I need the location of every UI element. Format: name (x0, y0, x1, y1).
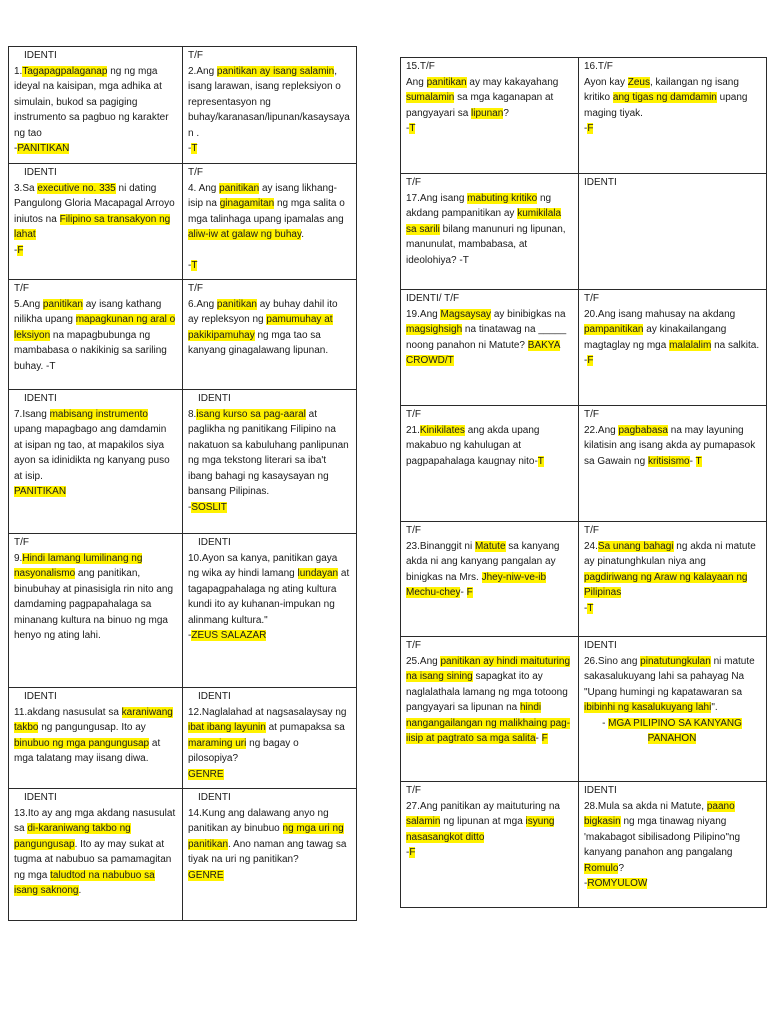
highlighted-text: F (587, 355, 594, 366)
text-run: 5.Ang (14, 298, 43, 310)
table-row (401, 637, 767, 782)
text-run: ni matute sakasalukuyang lahi sa pahayag Na "Upang humingi ng kapatawaran sa (584, 655, 755, 698)
highlighted-text: T (191, 143, 198, 154)
highlighted-text: BAKYA CROWD/T (406, 339, 561, 366)
table-row (9, 688, 357, 789)
question-text (14, 806, 176, 899)
question-text (406, 539, 572, 601)
question-cell (9, 280, 183, 390)
question-cell (579, 58, 767, 174)
question-text (406, 307, 572, 369)
highlighted-text: kritisismo (647, 455, 690, 467)
question-text (584, 423, 760, 470)
highlighted-text: paano bigkasin (584, 800, 735, 827)
text-run: - (406, 847, 410, 858)
blank-line (188, 243, 350, 258)
question-cell (9, 789, 183, 921)
highlighted-text: F (587, 123, 594, 134)
text-run: na salkita. (711, 339, 760, 351)
highlighted-text: F (17, 244, 24, 256)
question-cell (9, 688, 183, 789)
text-run: 19.Ang (406, 308, 441, 320)
text-run: bilang manunuri ng lipunan, manunulat, mambabasa, at ideolohiya? -T (406, 223, 566, 266)
highlighted-text: F (409, 847, 416, 858)
highlighted-text: T (191, 259, 198, 271)
question-text (14, 181, 176, 243)
answer-text (584, 121, 760, 137)
question-text (584, 539, 760, 601)
table-row (9, 164, 357, 280)
question-type-label: T/F (406, 525, 421, 536)
highlighted-text: panitikan ay hindi maituturing na isang sining (406, 655, 571, 682)
highlighted-text: lundayan (297, 568, 339, 579)
text-run: 1. (14, 65, 23, 77)
highlighted-text: mabuting kritiko (467, 192, 538, 204)
question-text (584, 75, 760, 122)
question-type-label: IDENTI (198, 393, 231, 404)
question-type-label: IDENTI (584, 640, 617, 651)
question-cell (579, 174, 767, 290)
highlighted-text: ng mga uri ng panitikan (188, 823, 344, 850)
question-cell (401, 406, 579, 522)
question-text (406, 423, 572, 470)
question-cell (183, 280, 357, 390)
table-row (9, 789, 357, 921)
highlighted-text: T (409, 123, 416, 134)
answer-text (188, 767, 350, 783)
text-run: ay may kakayahang (466, 76, 559, 88)
text-run: - (535, 733, 542, 744)
question-cell (183, 789, 357, 921)
text-run: 13.Ito ay ang mga akdang nasusulat sa (14, 807, 176, 834)
text-run: 7.Isang (14, 408, 50, 420)
question-text (188, 806, 350, 868)
question-cell (401, 637, 579, 782)
text-run: 8. (188, 408, 197, 420)
highlighted-text: karaniwang takbo (14, 706, 173, 733)
table-row (9, 280, 357, 390)
text-run: 21. (406, 424, 420, 436)
text-run: - (188, 259, 192, 271)
table-row (401, 782, 767, 908)
text-run: na mapagbubunga ng mambabasa o nakikinig sa sariling buhay. -T (14, 329, 167, 372)
text-run: . (301, 229, 304, 240)
text-run: 3.Sa (14, 182, 38, 194)
text-run: ay buhay dahil ito ay repleksyon ng (188, 298, 338, 325)
text-run: 23.Binanggit ni (406, 540, 475, 552)
text-run: ng akda ni matute ay pinatunghkulan niya ang (584, 540, 756, 567)
highlighted-text: isang kurso sa pag-aaral (196, 408, 306, 420)
text-run: ang panitikan, binubuhay at pinasisigla rin nito ang damdaming pagpapahalaga sa minanang kultura na binuo ng mga henyo ng ating lahi. (14, 568, 173, 641)
question-text (188, 181, 350, 243)
table-row (9, 534, 357, 688)
question-cell (183, 390, 357, 534)
text-run: . Ito ay may sukat at tugma at nabubuo sa pamamagitan ng mga (14, 838, 172, 881)
question-type-label: IDENTI (24, 792, 57, 803)
question-text (406, 191, 572, 269)
answer-text (14, 141, 176, 157)
question-type-label: T/F (188, 283, 203, 294)
highlighted-text: hindi nangangailangan ng malikhaing pag-iisip at pagtrato sa mga salita (406, 702, 571, 744)
highlighted-text: T (587, 602, 594, 614)
highlighted-text: binubuo ng mga pangungusap (14, 737, 150, 749)
text-run: - (689, 455, 696, 467)
highlighted-text: panitikan (216, 298, 257, 310)
highlighted-text: panitikan (219, 182, 260, 194)
highlighted-text: SOSLIT (191, 501, 227, 513)
text-run: 11.akdang nasusulat sa (14, 706, 122, 718)
highlighted-text: ibibinhi ng kasalukuyang lahi (584, 702, 712, 713)
highlighted-text: ginagamitan (219, 198, 275, 209)
text-run: 28.Mula sa akda ni Matute, (584, 800, 707, 812)
question-cell (9, 390, 183, 534)
text-run: 25.Ang (406, 655, 441, 667)
question-cell (579, 522, 767, 637)
question-text (584, 307, 760, 354)
question-type-label: T/F (406, 409, 421, 420)
text-run: ni dating Pangulong Gloria Macapagal Arroyo iniutos na (14, 182, 175, 225)
highlighted-text: pamumuhay at pakikipamuhay (188, 314, 333, 341)
highlighted-text: MGA PILIPINO SA KANYANG PANAHON (608, 717, 742, 744)
text-run: 17.Ang isang (406, 192, 468, 204)
highlighted-text: ROMYULOW (587, 878, 648, 889)
text-run: 2.Ang (188, 65, 217, 77)
highlighted-text: Romulo (584, 862, 619, 874)
answer-text (188, 868, 350, 884)
question-type-label: IDENTI (198, 691, 231, 702)
answer-text (14, 484, 176, 500)
question-cell (183, 688, 357, 789)
highlighted-text: panitikan (426, 76, 467, 88)
text-run: upang mapagbago ang damdamin at isipan ng tao, at mapakilos siya ayon sa idinidikta ng kanyang puso at isip. (14, 424, 170, 482)
highlighted-text: F (541, 733, 548, 744)
answer-text (188, 628, 350, 644)
highlighted-text: aliw-iw at galaw ng buhay (188, 229, 302, 240)
text-run: 14.Kung ang dalawang anyo ng panitikan ay binubuo (188, 807, 329, 834)
question-cell (183, 164, 357, 280)
question-text (14, 551, 176, 644)
text-run: - (584, 123, 588, 134)
left-table-body (9, 47, 357, 921)
question-cell (9, 534, 183, 688)
question-cell (579, 406, 767, 522)
question-text (584, 654, 760, 716)
text-run: 20.Ang isang mahusay na akdang (584, 308, 736, 320)
text-run: na may layuning kilatisin ang isang akda ay pumapasok sa Gawain ng (584, 424, 756, 467)
highlighted-text: executive no. 335 (37, 182, 116, 194)
text-run: 4. Ang (188, 182, 220, 194)
highlighted-text: Jhey-niw-ve-ib Mechu-chey (406, 571, 547, 598)
text-run: ay isang kathang nilikha upang (14, 298, 162, 325)
highlighted-text: Matute (474, 540, 506, 552)
highlighted-text: sumalamin (406, 92, 455, 103)
text-run: . (78, 885, 82, 896)
highlighted-text: GENRE (188, 869, 224, 881)
question-cell (579, 637, 767, 782)
text-run: upang maging tiyak. (584, 92, 748, 119)
answer-text (188, 500, 350, 516)
text-run: sa kanyang akda ni ang kanyang pangalan ay binigkas na Mrs. (406, 540, 560, 583)
question-type-label: 15.T/F (406, 61, 435, 72)
question-type-label: T/F (188, 167, 203, 178)
text-run: Ang (406, 76, 427, 88)
text-run: - (584, 878, 588, 889)
text-run: , kailangan ng isang kritiko (584, 76, 739, 103)
table-row (401, 174, 767, 290)
right-question-table (400, 57, 767, 908)
answer-text (406, 845, 572, 861)
text-run: - (584, 355, 588, 366)
question-text (188, 64, 350, 142)
text-run: ng lipunan at mga (440, 816, 526, 827)
text-run: . Ano naman ang tawag sa tiyak na uri ng panitikan? (188, 838, 347, 865)
highlighted-text: di-karaniwang takbo ng pangungusap (14, 823, 131, 850)
text-run: ay binibigkas na (491, 308, 566, 320)
answer-text (188, 141, 350, 157)
question-cell (9, 164, 183, 280)
question-type-label: IDENTI/ T/F (406, 293, 460, 304)
highlighted-text: panitikan (42, 298, 83, 310)
text-run: 22.Ang (584, 424, 619, 436)
question-type-label: T/F (584, 409, 599, 420)
highlighted-text: pagdiriwang ng Araw ng kalayaan ng Pilipinas (584, 571, 748, 598)
question-text (188, 407, 350, 500)
table-row (9, 390, 357, 534)
text-run: ng mga salita o mga talinhaga upang ipamalas ang (188, 198, 345, 225)
text-run: - (406, 123, 410, 134)
question-text (14, 407, 176, 485)
answer-text (14, 243, 176, 259)
highlighted-text: Sa unang bahagi (597, 540, 674, 552)
question-cell (401, 58, 579, 174)
answer-text (584, 353, 760, 369)
text-run: 27.Ang panitikan ay maituturing na (406, 800, 560, 812)
question-type-label: 16.T/F (584, 61, 613, 72)
text-run: sapagkat ito ay naglalathala lamang ng mga totoong pangyayari sa lipunan na (406, 671, 568, 713)
answer-text (584, 876, 760, 892)
question-cell (579, 782, 767, 908)
question-text (188, 705, 350, 767)
question-text (14, 297, 176, 375)
highlighted-text: PANITIKAN (17, 143, 70, 154)
highlighted-text: pampanitikan (584, 324, 644, 335)
text-run: at mga talatang may iisang diwa. (14, 737, 161, 764)
text-run: ay kinakailangang magtaglay ng mga (584, 324, 727, 351)
highlighted-text: Magsaysay (440, 308, 492, 320)
text-run: 24. (584, 540, 598, 552)
answer-text (406, 121, 572, 137)
text-run: - (188, 630, 192, 641)
table-row (401, 522, 767, 637)
text-run: ? (618, 862, 625, 874)
highlighted-text: taludtod na nabubuo sa isang saknong (14, 869, 155, 896)
highlighted-text: F (466, 587, 473, 598)
highlighted-text: magsighsigh (406, 324, 463, 335)
highlighted-text: T (695, 455, 702, 467)
question-type-label: IDENTI (198, 537, 231, 548)
highlighted-text: T (537, 455, 544, 467)
text-run: at pumapaksa sa (265, 722, 345, 733)
text-run: - (460, 587, 467, 598)
question-text (14, 64, 176, 142)
highlighted-text: mabisang instrumento (49, 408, 148, 420)
question-type-label: T/F (14, 283, 29, 294)
highlighted-text: pagbabasa (618, 424, 668, 436)
question-text (188, 297, 350, 359)
question-type-label: T/F (406, 785, 421, 796)
text-run: sa mga kaganapan at pangyayari sa (406, 92, 554, 119)
highlighted-text: Zeus (627, 76, 650, 88)
text-run: 10.Ayon sa kanya, panitikan gaya ng wika ay hindi lamang (188, 552, 338, 579)
left-question-table (8, 46, 357, 921)
highlighted-text: Hindi lamang lumilinang ng nasyonalismo (14, 552, 143, 579)
table-row (401, 406, 767, 522)
question-type-label: IDENTI (24, 393, 57, 404)
question-text (406, 654, 572, 747)
question-text (188, 551, 350, 629)
highlighted-text: maraming uri (188, 737, 247, 749)
highlighted-text: malalalim (669, 339, 712, 351)
text-run: ng ng mga ideyal na kaisipan, mga adhika at simulain, bukod sa pagiging instrumento sa pagbuo ng karakter ng tao (14, 65, 169, 139)
highlighted-text: ang tigas ng damdamin (612, 92, 717, 103)
question-type-label: T/F (188, 50, 203, 61)
question-type-label: IDENTI (198, 792, 231, 803)
text-run: na tinatawag na _____ noong panahon ni Matute? (406, 324, 567, 351)
table-row (401, 290, 767, 406)
highlighted-text: panitikan ay isang salamin (216, 65, 335, 77)
text-run: 26.Sino ang (584, 655, 641, 667)
highlighted-text: ZEUS SALAZAR (191, 630, 267, 641)
text-run: ang akda upang makabuo ng kahulugan at pagpapahalaga kaugnay nito- (406, 424, 540, 467)
question-text (584, 799, 760, 877)
table-row (401, 58, 767, 174)
right-table-body (401, 58, 767, 908)
question-cell (401, 782, 579, 908)
question-type-label: IDENTI (584, 177, 617, 188)
highlighted-text: isyung nasasangkot ditto (406, 816, 555, 843)
text-run: ng mga tinawag niyang 'makabagot sibilisadong Pilipino"ng kanyang panahon ang pangalang (584, 816, 741, 858)
text-run: Ayon kay (584, 76, 628, 88)
text-run: - (14, 143, 18, 154)
text-run: ay isang likhang-isip na (188, 182, 337, 209)
question-text (14, 705, 176, 767)
text-run: 6.Ang (188, 298, 217, 310)
highlighted-text: PANITIKAN (14, 486, 67, 497)
question-text (406, 799, 572, 846)
text-run: at paglikha ng panitikang Filipino na nakatuon sa kabuluhang panlipunan ng mga tekstong literari sa iba't ibang bahagi ng kasaysayan ng bansang Pilipinas. (188, 408, 349, 497)
text-run: at tagapagpahalaga ng ating kultura kundi ito ay kuhanan-impukan ng alinmang kultura." (188, 568, 350, 626)
question-type-label: IDENTI (24, 691, 57, 702)
text-run: - (188, 501, 192, 513)
text-run: , isang larawan, isang repleksiyon o representasyon ng buhay/karanasan/lipunan/kasaysayan . (188, 65, 350, 139)
text-run: ng pangungusap. Ito ay (38, 722, 146, 733)
question-type-label: T/F (584, 293, 599, 304)
answer-text (584, 601, 760, 617)
highlighted-text: Tagapagpalaganap (22, 65, 108, 77)
question-type-label: T/F (584, 525, 599, 536)
highlighted-text: kumikilala sa sarili (406, 208, 562, 235)
text-run: ". (711, 702, 718, 713)
question-type-label: T/F (406, 640, 421, 651)
text-run: - (584, 602, 588, 614)
question-cell (579, 290, 767, 406)
question-type-label: T/F (14, 537, 29, 548)
text-run: - (14, 244, 18, 256)
highlighted-text: mapagkunan ng aral o leksiyon (14, 314, 176, 341)
text-run: ng akdang pampanitikan ay (406, 192, 552, 219)
question-cell (401, 174, 579, 290)
answer-text (584, 716, 760, 747)
highlighted-text: Filipino sa transakyon ng lahat (14, 213, 171, 240)
text-run: ng bagay o pilosopiya? (188, 737, 299, 764)
highlighted-text: Kinikilates (419, 424, 465, 436)
highlighted-text: salamin (406, 816, 441, 827)
question-cell (183, 47, 357, 164)
question-cell (401, 290, 579, 406)
question-cell (9, 47, 183, 164)
question-cell (401, 522, 579, 637)
table-row (9, 47, 357, 164)
text-run: - (188, 143, 192, 154)
text-run: 12.Naglalahad at nagsasalaysay ng (188, 706, 347, 718)
highlighted-text: pinatutungkulan (640, 655, 711, 667)
question-type-label: IDENTI (24, 167, 57, 178)
highlighted-text: lipunan (471, 107, 504, 119)
text-run: - (602, 717, 609, 729)
question-text (406, 75, 572, 122)
text-run: 9. (14, 552, 23, 564)
question-cell (183, 534, 357, 688)
question-type-label: IDENTI (584, 785, 617, 796)
question-type-label: T/F (406, 177, 421, 188)
answer-text (188, 258, 350, 274)
text-run: ng mga tao sa kanyang ginagalawang lipunan. (188, 329, 329, 356)
highlighted-text: GENRE (188, 768, 224, 780)
text-run: ? (503, 107, 509, 119)
highlighted-text: ibat ibang layunin (188, 722, 266, 733)
question-type-label: IDENTI (24, 50, 57, 61)
